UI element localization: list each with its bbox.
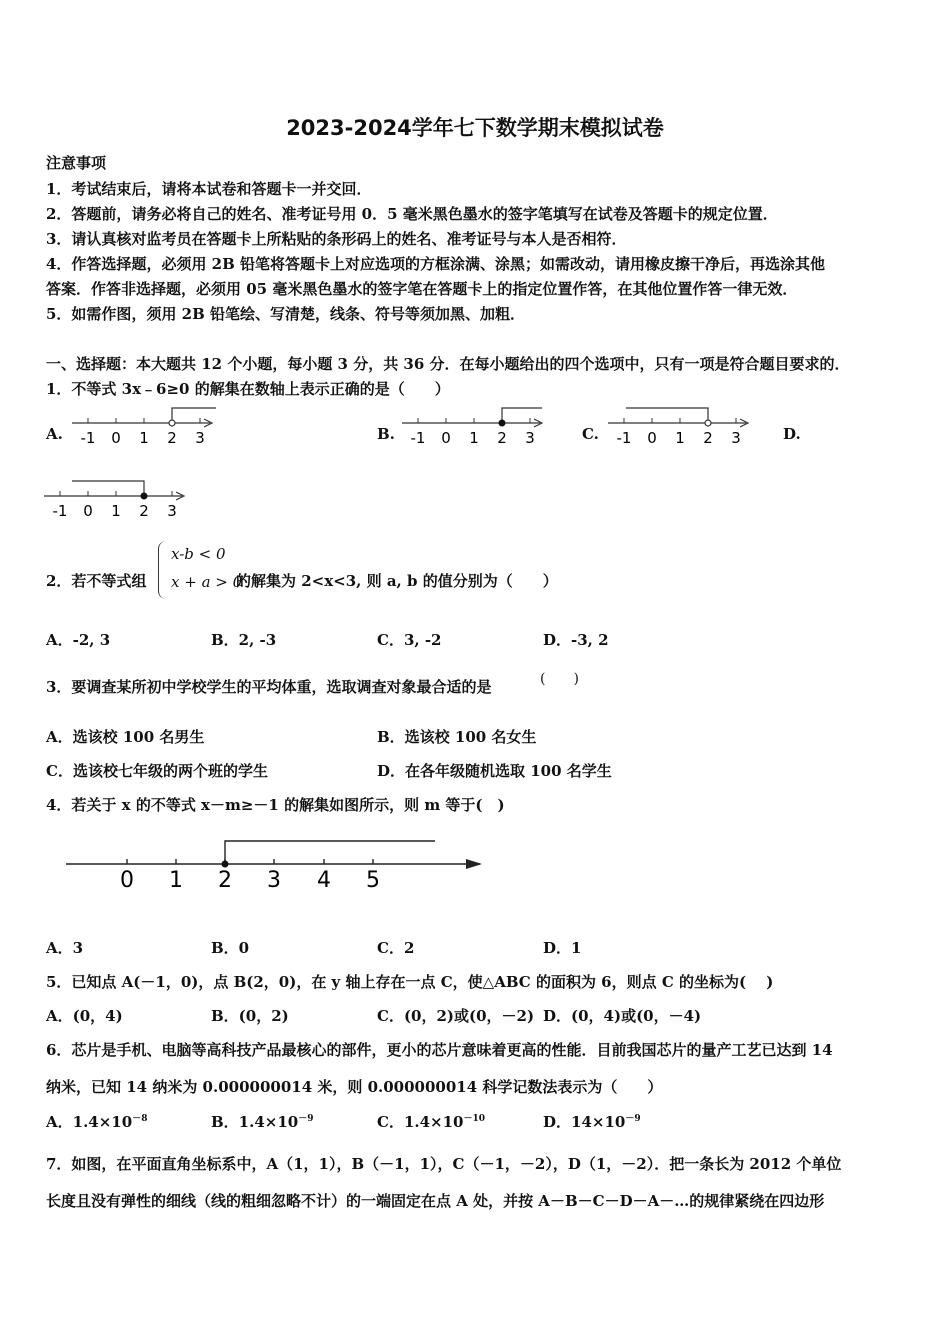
tick-label: 2 bbox=[703, 429, 713, 447]
question-5-stem: 5．已知点 A(－1，0)，点 B(2，0)，在 y 轴上存在一点 C，使△ABC 的面积为 6，则点 C 的坐标为( ) bbox=[46, 973, 774, 991]
question-6-line-2: 纳米，已知 14 纳米为 0.000000014 米，则 0.000000014 科学记数法表示为（ ） bbox=[46, 1078, 663, 1096]
q2-option-d: D．-3, 2 bbox=[543, 631, 609, 649]
tick-label: -1 bbox=[410, 429, 426, 447]
q5-option-b: B．(0，2) bbox=[211, 1007, 289, 1025]
tick-label: 3 bbox=[167, 502, 177, 520]
q5-option-d: D．(0，4)或(0，－4) bbox=[543, 1007, 702, 1025]
question-3-stem: 3．要调查某所初中学校学生的平均体重，选取调查对象最合适的是 bbox=[46, 678, 492, 696]
notice-item: 3．请认真核对监考员在答题卡上所粘贴的条形码上的姓名、准考证号与本人是否相符． bbox=[46, 230, 627, 248]
q6-option-c: C．$1.4\times 10^{-10}$ bbox=[377, 1113, 486, 1131]
q3-answer-paren: ( ) bbox=[540, 671, 579, 687]
q2-option-c: C．3, -2 bbox=[377, 631, 442, 649]
page-title: 2023-2024学年七下数学期末模拟试卷 bbox=[286, 116, 664, 140]
tick-label: 1 bbox=[169, 868, 183, 893]
notice-item: 5．如需作图，须用 2B 铅笔绘、写清楚，线条、符号等须加黑、加粗． bbox=[46, 305, 525, 323]
notice-item: 2．答题前，请务必将自己的姓名、准考证号用 0．5 毫米黑色墨水的签字笔填写在试卷及答题卡的规定位置． bbox=[46, 205, 778, 223]
tick-label: 0 bbox=[83, 502, 93, 520]
q1-numberline-b bbox=[400, 405, 550, 450]
q5-option-a: A．(0，4) bbox=[46, 1007, 123, 1025]
q2-option-a: A．-2, 3 bbox=[46, 631, 111, 649]
tick-label: -1 bbox=[80, 429, 96, 447]
notice-item: 答案．作答非选择题，必须用 05 毫米黑色墨水的签字笔在答题卡上的指定位置作答，在其他位置作答一律无效． bbox=[46, 280, 798, 298]
system-row-2: x + a > 0 bbox=[171, 573, 243, 591]
q1-option-a-label: A. bbox=[46, 425, 63, 443]
tick-label: 1 bbox=[469, 429, 479, 447]
tick-label: 2 bbox=[218, 868, 232, 893]
q3-option-a: A．选该校 100 名男生 bbox=[46, 728, 205, 746]
tick-label: 2 bbox=[139, 502, 149, 520]
q1-option-b-label: B. bbox=[377, 425, 395, 443]
tick-label: 1 bbox=[111, 502, 121, 520]
tick-label: 3 bbox=[525, 429, 535, 447]
q4-option-d: D．1 bbox=[543, 939, 582, 957]
q2-option-b: B．2, -3 bbox=[211, 631, 277, 649]
tick-label: -1 bbox=[616, 429, 632, 447]
q4-option-c: C．2 bbox=[377, 939, 415, 957]
tick-label: -1 bbox=[52, 502, 68, 520]
q6-option-b: B．$1.4\times 10^{-9}$ bbox=[211, 1113, 314, 1131]
system-row-1: x-b < 0 bbox=[171, 545, 226, 563]
q6-option-a: A．$1.4\times 10^{-8}$ bbox=[46, 1113, 148, 1131]
tick-label: 3 bbox=[731, 429, 741, 447]
question-4-stem: 4．若关于 x 的不等式 x－m≥－1 的解集如图所示，则 m 等于( ) bbox=[46, 796, 505, 814]
q6-option-d: D．$14\times 10^{-9}$ bbox=[543, 1113, 641, 1131]
q3-option-c: C．选该校七年级的两个班的学生 bbox=[46, 762, 268, 780]
tick-label: 2 bbox=[497, 429, 507, 447]
q1-numberline-a bbox=[70, 405, 220, 450]
tick-label: 3 bbox=[267, 868, 281, 893]
tick-label: 2 bbox=[167, 429, 177, 447]
q4-option-b: B．0 bbox=[211, 939, 250, 957]
section-heading: 一、选择题：本大题共 12 个小题，每小题 3 分，共 36 分．在每小题给出的四个选项中，只有一项是符合题目要求的． bbox=[46, 355, 850, 373]
question-7-line-1: 7．如图，在平面直角坐标系中，A（1，1），B（－1，1），C（－1，－2），D（1，－2）．把一条长为 2012 个单位 bbox=[46, 1155, 842, 1173]
tick-label: 5 bbox=[366, 868, 380, 893]
q5-option-c: C．(0，2)或(0，－2) bbox=[377, 1007, 535, 1025]
question-2-prefix: 2．若不等式组 bbox=[46, 572, 147, 590]
tick-label: 0 bbox=[647, 429, 657, 447]
q1-option-d-label: D. bbox=[783, 425, 801, 443]
notice-item: 4．作答选择题，必须用 2B 铅笔将答题卡上对应选项的方框涂满、涂黑；如需改动，请用橡皮擦干净后，再选涂其他 bbox=[46, 255, 826, 273]
q4-option-a: A．3 bbox=[46, 939, 84, 957]
question-1-stem: 1．不等式 3x﹣6≥0 的解集在数轴上表示正确的是（ ） bbox=[46, 380, 450, 398]
notice-item: 1．考试结束后，请将本试卷和答题卡一并交回． bbox=[46, 180, 372, 198]
inequality-system-brace bbox=[158, 541, 243, 599]
q1-numberline-d bbox=[42, 478, 192, 523]
question-7-line-2: 长度且没有弹性的细线（线的粗细忽略不计）的一端固定在点 A 处，并按 A－B－C－D－A－…的规律紧绕在四边形 bbox=[46, 1192, 825, 1210]
tick-label: 0 bbox=[441, 429, 451, 447]
q1-numberline-c bbox=[606, 405, 756, 450]
question-2-suffix: 的解集为 2<x<3, 则 a, b 的值分别为（ ） bbox=[236, 572, 558, 590]
tick-label: 1 bbox=[675, 429, 685, 447]
q3-option-b: B．选该校 100 名女生 bbox=[377, 728, 537, 746]
notice-heading: 注意事项 bbox=[46, 154, 107, 172]
q1-option-c-label: C. bbox=[582, 425, 599, 443]
tick-label: 3 bbox=[195, 429, 205, 447]
q3-option-d: D．在各年级随机选取 100 名学生 bbox=[377, 762, 612, 780]
question-6-line-1: 6．芯片是手机、电脑等高科技产品最核心的部件，更小的芯片意味着更高的性能．目前我国芯片的量产工艺已达到 14 bbox=[46, 1041, 833, 1059]
tick-label: 4 bbox=[317, 868, 331, 893]
tick-label: 0 bbox=[111, 429, 121, 447]
q4-numberline bbox=[60, 832, 490, 894]
tick-label: 0 bbox=[120, 868, 134, 893]
tick-label: 1 bbox=[139, 429, 149, 447]
